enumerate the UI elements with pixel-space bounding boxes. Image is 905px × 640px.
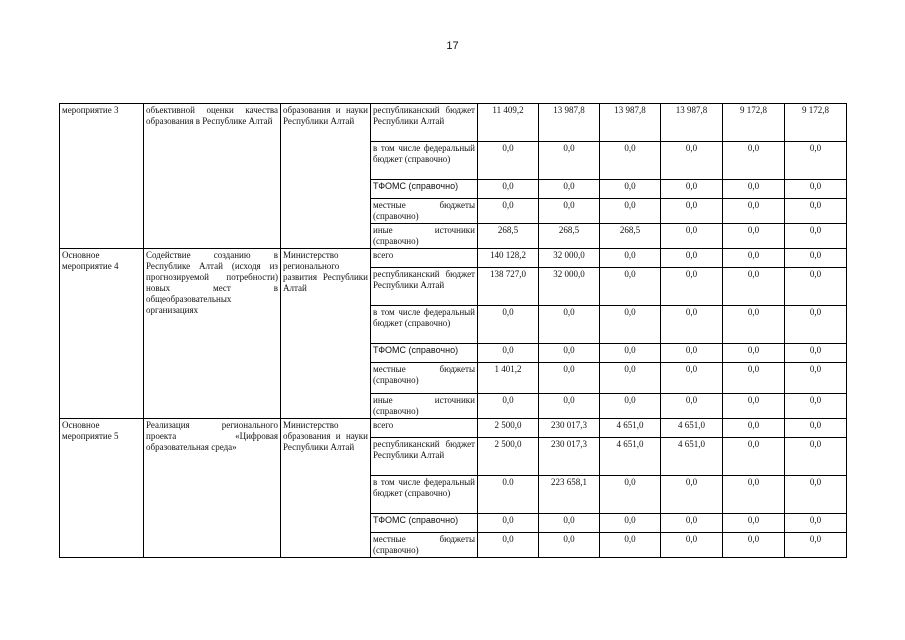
amount-cell: 32 000,0 [539,268,600,306]
page-number: 17 [446,40,459,52]
amount-cell: 0,0 [785,476,847,514]
amount-cell: 0,0 [723,476,785,514]
amount-cell: 0,0 [661,344,723,363]
amount-cell: 0,0 [723,394,785,419]
executor-cell: образования и науки Республики Алтай [281,104,371,249]
amount-cell: 0,0 [600,514,661,533]
amount-cell: 0,0 [785,438,847,476]
amount-cell: 0,0 [785,344,847,363]
amount-cell: 1 401,2 [478,363,539,394]
budget-table [59,103,847,558]
amount-cell: 268,5 [539,224,600,249]
amount-cell: 4 651,0 [661,438,723,476]
amount-cell: 0,0 [600,533,661,558]
funding-source-cell: местные бюджеты (справочно) [371,199,478,224]
amount-cell: 0,0 [785,394,847,419]
amount-cell: 0,0 [539,199,600,224]
amount-cell: 0,0 [723,268,785,306]
amount-cell: 0,0 [478,514,539,533]
funding-source-cell: иные источники (справочно) [371,224,478,249]
event-cell: Основное мероприятие 5 [60,419,144,558]
amount-cell: 11 409,2 [478,104,539,142]
funding-source-cell: республиканский бюджет Республики Алтай [371,268,478,306]
amount-cell: 0,0 [539,142,600,180]
amount-cell: 0,0 [600,306,661,344]
amount-cell: 0,0 [478,306,539,344]
funding-source-cell: ТФОМС (справочно) [371,514,478,533]
amount-cell: 0,0 [785,249,847,268]
amount-cell: 13 987,8 [661,104,723,142]
amount-cell: 0,0 [539,180,600,199]
amount-cell: 13 987,8 [539,104,600,142]
funding-source-cell: всего [371,249,478,268]
amount-cell: 0,0 [723,306,785,344]
amount-cell: 0,0 [661,476,723,514]
amount-cell: 0,0 [661,363,723,394]
executor-cell: Министерство регионального развития Республики Алтай [281,249,371,419]
event-cell: мероприятие 3 [60,104,144,249]
amount-cell: 4 651,0 [600,438,661,476]
amount-cell: 0,0 [723,180,785,199]
funding-source-cell: в том числе федеральный бюджет (справочно) [371,476,478,514]
amount-cell: 0,0 [478,344,539,363]
amount-cell: 0,0 [723,344,785,363]
amount-cell: 0,0 [478,394,539,419]
funding-source-cell: в том числе федеральный бюджет (справочно) [371,142,478,180]
amount-cell: 0,0 [600,142,661,180]
amount-cell: 268,5 [478,224,539,249]
table-row [60,104,847,142]
amount-cell: 0,0 [785,268,847,306]
amount-cell: 0,0 [600,249,661,268]
description-cell: Реализация регионального проекта «Цифровая образовательная среда» [144,419,281,558]
amount-cell: 223 658,1 [539,476,600,514]
amount-cell: 9 172,8 [785,104,847,142]
amount-cell: 0,0 [600,394,661,419]
amount-cell: 0,0 [785,533,847,558]
amount-cell: 0,0 [661,533,723,558]
amount-cell: 0,0 [600,199,661,224]
amount-cell: 0,0 [785,363,847,394]
amount-cell: 0,0 [661,199,723,224]
amount-cell: 0,0 [723,419,785,438]
event-cell: Основное мероприятие 4 [60,249,144,419]
amount-cell: 268,5 [600,224,661,249]
amount-cell: 0,0 [539,533,600,558]
amount-cell: 0,0 [661,224,723,249]
amount-cell: 138 727,0 [478,268,539,306]
funding-source-cell: в том числе федеральный бюджет (справочно) [371,306,478,344]
amount-cell: 0,0 [539,363,600,394]
amount-cell: 0,0 [723,249,785,268]
amount-cell: 0,0 [785,419,847,438]
table-body [60,104,847,558]
funding-source-cell: местные бюджеты (справочно) [371,533,478,558]
executor-cell: Министерство образования и науки Республики Алтай [281,419,371,558]
funding-source-cell: республиканский бюджет Республики Алтай [371,104,478,142]
amount-cell: 0,0 [723,199,785,224]
amount-cell: 0,0 [785,180,847,199]
amount-cell: 13 987,8 [600,104,661,142]
amount-cell: 0,0 [600,180,661,199]
amount-cell: 0,0 [661,394,723,419]
funding-source-cell: иные источники (справочно) [371,394,478,419]
amount-cell: 0,0 [661,142,723,180]
amount-cell: 2 500,0 [478,419,539,438]
amount-cell: 0,0 [723,533,785,558]
funding-source-cell: всего [371,419,478,438]
amount-cell: 0,0 [785,514,847,533]
amount-cell: 0,0 [785,199,847,224]
description-cell: Содействие созданию в Республике Алтай (исходя из прогнозируемой потребности) новых мест в общеобразовательных организациях [144,249,281,419]
amount-cell: 0,0 [785,306,847,344]
amount-cell: 0,0 [661,249,723,268]
amount-cell: 32 000,0 [539,249,600,268]
amount-cell: 0,0 [723,142,785,180]
funding-source-cell: местные бюджеты (справочно) [371,363,478,394]
amount-cell: 0,0 [539,344,600,363]
amount-cell: 0,0 [785,224,847,249]
amount-cell: 0,0 [723,363,785,394]
amount-cell: 0,0 [600,363,661,394]
amount-cell: 0,0 [539,394,600,419]
table-row [60,419,847,438]
amount-cell: 0,0 [539,306,600,344]
amount-cell: 0,0 [661,306,723,344]
amount-cell: 230 017,3 [539,419,600,438]
amount-cell: 0,0 [723,224,785,249]
amount-cell: 0.0 [478,476,539,514]
description-cell: объективной оценки качества образования в Республике Алтай [144,104,281,249]
amount-cell: 0,0 [723,438,785,476]
table-row [60,249,847,268]
amount-cell: 2 500,0 [478,438,539,476]
amount-cell: 4 651,0 [600,419,661,438]
amount-cell: 0,0 [600,476,661,514]
amount-cell: 4 651,0 [661,419,723,438]
amount-cell: 230 017,3 [539,438,600,476]
amount-cell: 0,0 [478,199,539,224]
amount-cell: 0,0 [478,142,539,180]
amount-cell: 0,0 [539,514,600,533]
amount-cell: 140 128,2 [478,249,539,268]
amount-cell: 9 172,8 [723,104,785,142]
amount-cell: 0,0 [478,533,539,558]
funding-source-cell: ТФОМС (справочно) [371,180,478,199]
amount-cell: 0,0 [600,344,661,363]
funding-source-cell: республиканский бюджет Республики Алтай [371,438,478,476]
amount-cell: 0,0 [723,514,785,533]
amount-cell: 0,0 [661,180,723,199]
amount-cell: 0,0 [600,268,661,306]
amount-cell: 0,0 [661,514,723,533]
amount-cell: 0,0 [661,268,723,306]
amount-cell: 0,0 [785,142,847,180]
amount-cell: 0,0 [478,180,539,199]
funding-source-cell: ТФОМС (справочно) [371,344,478,363]
